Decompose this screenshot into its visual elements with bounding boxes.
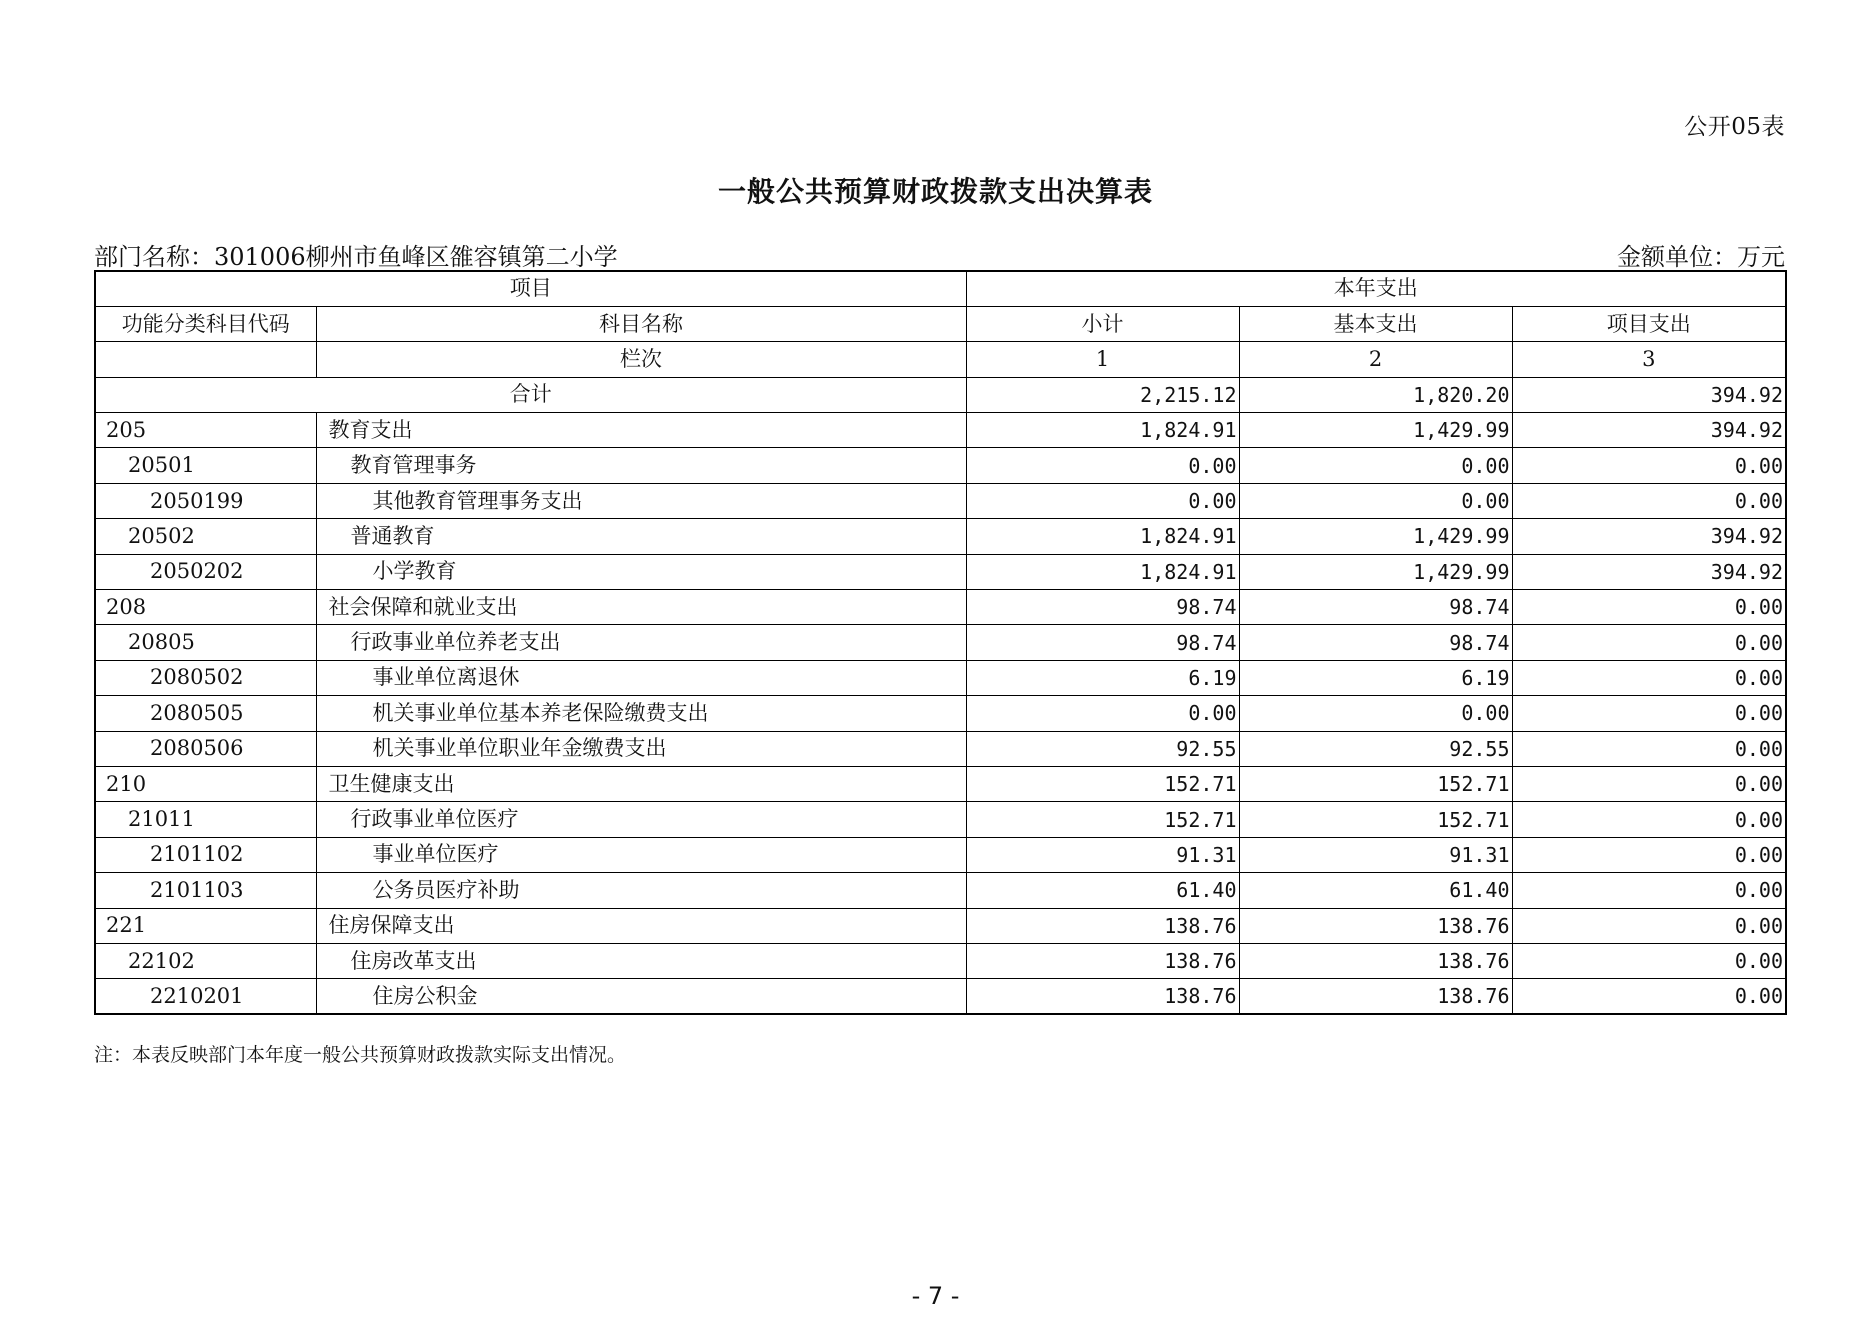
header-row-2 <box>95 306 1786 341</box>
header-col3: 3 <box>1512 342 1786 377</box>
row-basic: 92.55 <box>1239 731 1512 766</box>
row-name: 机关事业单位职业年金缴费支出 <box>316 731 966 766</box>
table-row <box>95 448 1786 483</box>
table-row <box>95 413 1786 448</box>
row-basic: 138.76 <box>1239 943 1512 978</box>
department-info <box>94 237 618 272</box>
row-basic: 0.00 <box>1239 696 1512 731</box>
total-project: 394.92 <box>1512 377 1786 412</box>
table-row <box>95 625 1786 660</box>
row-project: 0.00 <box>1512 483 1786 518</box>
table-row <box>95 519 1786 554</box>
row-subtotal: 138.76 <box>966 979 1239 1014</box>
header-basic: 基本支出 <box>1239 306 1512 341</box>
row-name: 行政事业单位养老支出 <box>316 625 966 660</box>
amount-unit-info <box>1617 237 1785 272</box>
row-subtotal: 1,824.91 <box>966 413 1239 448</box>
row-basic: 0.00 <box>1239 448 1512 483</box>
row-subtotal: 138.76 <box>966 908 1239 943</box>
row-name: 住房保障支出 <box>316 908 966 943</box>
amount-unit-label: 金额单位： <box>1617 243 1737 271</box>
row-project: 0.00 <box>1512 837 1786 872</box>
row-subtotal: 152.71 <box>966 802 1239 837</box>
row-name: 机关事业单位基本养老保险缴费支出 <box>316 696 966 731</box>
header-empty-cell <box>95 342 316 377</box>
row-name: 行政事业单位医疗 <box>316 802 966 837</box>
amount-unit-value: 万元 <box>1737 243 1785 271</box>
row-project: 394.92 <box>1512 519 1786 554</box>
row-name: 公务员医疗补助 <box>316 873 966 908</box>
total-basic: 1,820.20 <box>1239 377 1512 412</box>
row-basic: 138.76 <box>1239 979 1512 1014</box>
row-basic: 138.76 <box>1239 908 1512 943</box>
row-name: 教育管理事务 <box>316 448 966 483</box>
row-project: 0.00 <box>1512 731 1786 766</box>
row-subtotal: 98.74 <box>966 590 1239 625</box>
row-code: 22102 <box>95 943 316 978</box>
row-code: 2210201 <box>95 979 316 1014</box>
row-subtotal: 138.76 <box>966 943 1239 978</box>
table-row <box>95 696 1786 731</box>
table-row <box>95 802 1786 837</box>
row-project: 0.00 <box>1512 696 1786 731</box>
row-name: 住房公积金 <box>316 979 966 1014</box>
row-name: 事业单位医疗 <box>316 837 966 872</box>
row-code: 210 <box>95 766 316 801</box>
header-project: 项目 <box>95 271 966 306</box>
row-basic: 152.71 <box>1239 766 1512 801</box>
row-subtotal: 1,824.91 <box>966 554 1239 589</box>
table-row <box>95 873 1786 908</box>
row-basic: 61.40 <box>1239 873 1512 908</box>
table-row <box>95 766 1786 801</box>
row-code: 20805 <box>95 625 316 660</box>
row-subtotal: 0.00 <box>966 696 1239 731</box>
row-project: 0.00 <box>1512 873 1786 908</box>
header-project-expense: 项目支出 <box>1512 306 1786 341</box>
row-code: 208 <box>95 590 316 625</box>
row-name: 普通教育 <box>316 519 966 554</box>
header-col1: 1 <box>966 342 1239 377</box>
row-code: 21011 <box>95 802 316 837</box>
page-number: - 7 - <box>911 1282 960 1310</box>
row-basic: 1,429.99 <box>1239 554 1512 589</box>
table-row <box>95 554 1786 589</box>
total-label: 合计 <box>95 377 966 412</box>
table-row <box>95 660 1786 695</box>
row-code: 2080506 <box>95 731 316 766</box>
row-name: 住房改革支出 <box>316 943 966 978</box>
row-code: 2050199 <box>95 483 316 518</box>
row-name: 社会保障和就业支出 <box>316 590 966 625</box>
row-code: 205 <box>95 413 316 448</box>
row-project: 0.00 <box>1512 448 1786 483</box>
row-subtotal: 1,824.91 <box>966 519 1239 554</box>
row-project: 0.00 <box>1512 943 1786 978</box>
row-name: 其他教育管理事务支出 <box>316 483 966 518</box>
row-code: 2101103 <box>95 873 316 908</box>
header-subtotal: 小计 <box>966 306 1239 341</box>
header-column-no: 栏次 <box>316 342 966 377</box>
row-project: 0.00 <box>1512 766 1786 801</box>
row-basic: 98.74 <box>1239 625 1512 660</box>
row-code: 20501 <box>95 448 316 483</box>
row-subtotal: 0.00 <box>966 448 1239 483</box>
header-name: 科目名称 <box>316 306 966 341</box>
total-subtotal: 2,215.12 <box>966 377 1239 412</box>
form-code: 公开05表 <box>1684 114 1785 140</box>
row-name: 教育支出 <box>316 413 966 448</box>
row-subtotal: 91.31 <box>966 837 1239 872</box>
row-basic: 152.71 <box>1239 802 1512 837</box>
row-name: 卫生健康支出 <box>316 766 966 801</box>
row-project: 0.00 <box>1512 802 1786 837</box>
table-row <box>95 590 1786 625</box>
row-basic: 1,429.99 <box>1239 519 1512 554</box>
row-basic: 98.74 <box>1239 590 1512 625</box>
report-meta <box>94 237 1785 271</box>
expenditure-table <box>94 270 1787 1015</box>
table-row <box>95 483 1786 518</box>
header-current-year: 本年支出 <box>966 271 1786 306</box>
row-subtotal: 6.19 <box>966 660 1239 695</box>
table-row <box>95 979 1786 1014</box>
row-project: 0.00 <box>1512 660 1786 695</box>
row-project: 0.00 <box>1512 908 1786 943</box>
footnote: 注：本表反映部门本年度一般公共预算财政拨款实际支出情况。 <box>94 1044 627 1066</box>
row-code: 2050202 <box>95 554 316 589</box>
row-subtotal: 98.74 <box>966 625 1239 660</box>
row-project: 394.92 <box>1512 554 1786 589</box>
header-col2: 2 <box>1239 342 1512 377</box>
row-code: 2080505 <box>95 696 316 731</box>
row-code: 221 <box>95 908 316 943</box>
row-subtotal: 0.00 <box>966 483 1239 518</box>
row-subtotal: 61.40 <box>966 873 1239 908</box>
row-code: 20502 <box>95 519 316 554</box>
header-code: 功能分类科目代码 <box>95 306 316 341</box>
row-basic: 6.19 <box>1239 660 1512 695</box>
row-project: 0.00 <box>1512 625 1786 660</box>
table-row <box>95 943 1786 978</box>
table-row <box>95 731 1786 766</box>
row-subtotal: 152.71 <box>966 766 1239 801</box>
row-code: 2080502 <box>95 660 316 695</box>
row-project: 394.92 <box>1512 413 1786 448</box>
header-row-3 <box>95 342 1786 377</box>
department-name: 301006柳州市鱼峰区雒容镇第二小学 <box>214 243 618 271</box>
row-name: 事业单位离退休 <box>316 660 966 695</box>
row-project: 0.00 <box>1512 979 1786 1014</box>
row-project: 0.00 <box>1512 590 1786 625</box>
row-subtotal: 92.55 <box>966 731 1239 766</box>
page-title: 一般公共预算财政拨款支出决算表 <box>717 175 1153 208</box>
header-row-1 <box>95 271 1786 306</box>
row-name: 小学教育 <box>316 554 966 589</box>
total-row <box>95 377 1786 412</box>
row-code: 2101102 <box>95 837 316 872</box>
table-row <box>95 837 1786 872</box>
row-basic: 0.00 <box>1239 483 1512 518</box>
department-label: 部门名称： <box>94 243 214 271</box>
row-basic: 1,429.99 <box>1239 413 1512 448</box>
row-basic: 91.31 <box>1239 837 1512 872</box>
table-row <box>95 908 1786 943</box>
